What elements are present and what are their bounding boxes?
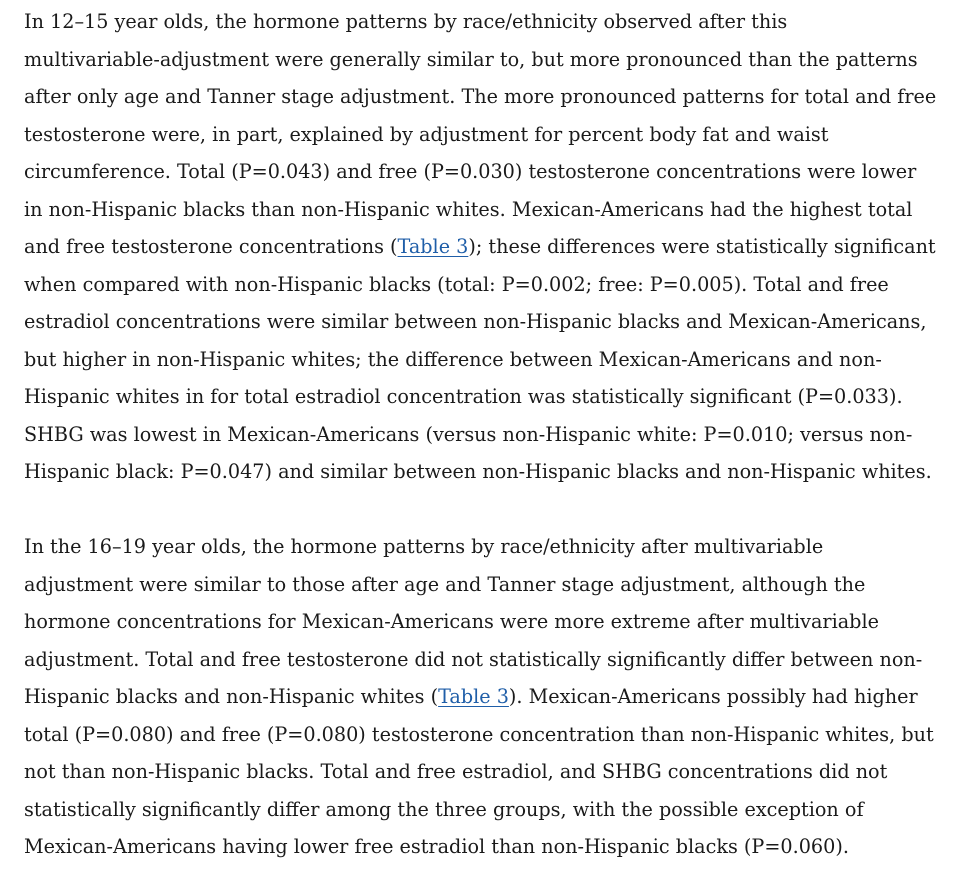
text-line: Hispanic whites in for total estradiol concentration was statistically significant (P=0.033). bbox=[24, 385, 903, 408]
text-line: circumference. Total (P=0.043) and free (P=0.030) testosterone concentrations were lower bbox=[24, 160, 917, 183]
text-segment: and free testosterone concentrations bbox=[24, 235, 391, 258]
text-line: adjustment were similar to those after age and Tanner stage adjustment, although the bbox=[24, 572, 866, 596]
text-line: In 12–15 year olds, the hormone patterns by race/ethnicity observed after this bbox=[24, 10, 788, 33]
open-paren: ( bbox=[430, 685, 439, 708]
text-line: after only age and Tanner stage adjustment. The more pronounced patterns for total and free bbox=[24, 85, 937, 108]
text-line: in non-Hispanic blacks than non-Hispanic whites. Mexican-Americans had the highest total bbox=[24, 197, 913, 221]
text-line: SHBG was lowest in Mexican-Americans (versus non-Hispanic white: P=0.010; versus non- bbox=[24, 422, 913, 446]
text-line: In the 16–19 year olds, the hormone patterns by race/ethnicity after multivariable bbox=[24, 535, 824, 558]
text-line: multivariable-adjustment were generally similar to, but more pronounced than the patterns bbox=[24, 47, 918, 71]
paragraph-ages-12-15 bbox=[24, 3, 948, 491]
article-body bbox=[24, 3, 948, 866]
text-line-with-reference bbox=[24, 678, 948, 716]
close-paren: ) bbox=[508, 685, 517, 708]
text-line: but higher in non-Hispanic whites; the difference between Mexican-Americans and non- bbox=[24, 347, 882, 371]
open-paren: ( bbox=[390, 235, 398, 258]
text-segment: ; these differences were statistically significant bbox=[475, 235, 936, 258]
text-line: when compared with non-Hispanic blacks (total: P=0.002; free: P=0.005). Total and free bbox=[24, 272, 889, 296]
text-line: estradiol concentrations were similar between non-Hispanic blacks and Mexican-Americans, bbox=[24, 310, 927, 333]
text-line: Mexican-Americans having lower free estradiol than non-Hispanic blacks (P=0.060). bbox=[24, 835, 849, 858]
text-line: hormone concentrations for Mexican-Americans were more extreme after multivariable bbox=[24, 610, 879, 633]
text-line: Hispanic black: P=0.047) and similar between non-Hispanic blacks and non-Hispanic whites. bbox=[24, 460, 932, 483]
text-line: statistically significantly differ among the three groups, with the possible exception of bbox=[24, 797, 864, 821]
table-3-link[interactable]: Table 3 bbox=[397, 235, 469, 258]
text-segment: Hispanic blacks and non-Hispanic whites bbox=[24, 685, 431, 708]
text-line-with-reference bbox=[24, 228, 948, 266]
text-segment: . Mexican-Americans possibly had higher bbox=[516, 685, 918, 708]
text-line: adjustment. Total and free testosterone did not statistically significantly differ between non- bbox=[24, 647, 923, 671]
close-paren: ) bbox=[468, 235, 476, 258]
text-line: total (P=0.080) and free (P=0.080) testosterone concentration than non-Hispanic whites, but bbox=[24, 722, 934, 746]
text-line: testosterone were, in part, explained by adjustment for percent body fat and waist bbox=[24, 122, 829, 146]
text-line: not than non-Hispanic blacks. Total and free estradiol, and SHBG concentrations did not bbox=[24, 760, 888, 783]
table-3-link[interactable]: Table 3 bbox=[438, 685, 509, 708]
paragraph-ages-16-19 bbox=[24, 528, 948, 866]
